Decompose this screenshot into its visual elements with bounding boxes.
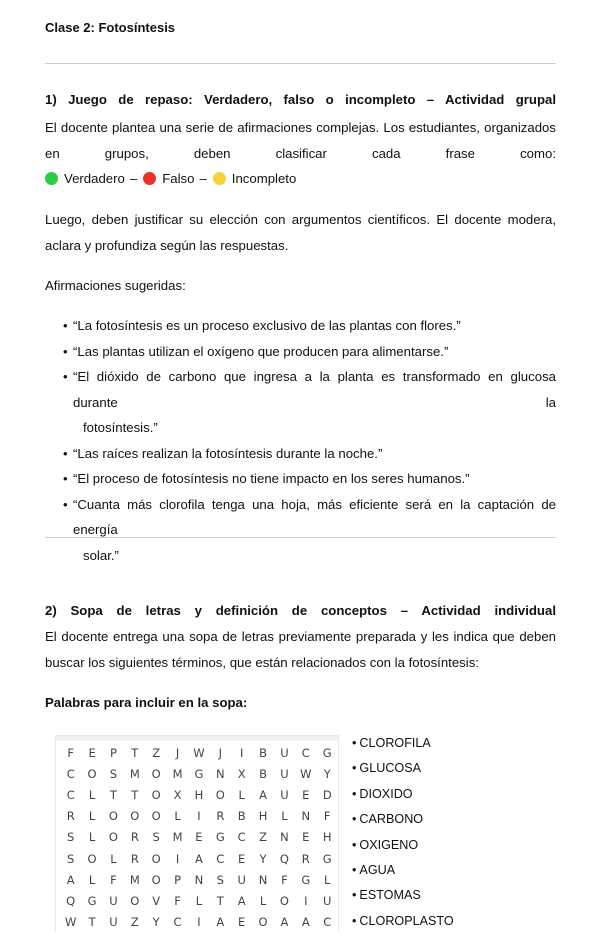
grid-letter: R [130, 851, 139, 866]
grid-letter: M [129, 766, 140, 781]
grid-row [60, 848, 338, 869]
list-item [352, 784, 454, 809]
bullet: • [352, 862, 357, 877]
grid-letter: O [258, 915, 268, 930]
grid-letter: U [237, 872, 246, 887]
divider [45, 63, 556, 64]
statement-text: “Las plantas utilizan el oxígeno que producen para alimentarse.” [73, 343, 449, 359]
grid-letter: M [129, 872, 140, 887]
grid-row [60, 827, 338, 848]
statement-text-cont: solar.” [83, 547, 119, 563]
statement-text: “Cuanta más clorofila tenga una hoja, más eficiente será en la captación de energía [73, 496, 556, 537]
grid-letter: T [88, 915, 96, 930]
grid-letter: C [66, 787, 75, 802]
grid-top-band [56, 736, 338, 741]
grid-row [60, 742, 338, 763]
bullet: • [352, 786, 357, 801]
bullet: • [63, 471, 68, 486]
grid-row [60, 869, 338, 890]
grid-letter: O [108, 809, 118, 824]
word-item: GLUCOSA [359, 761, 422, 776]
grid-letter: A [280, 915, 289, 930]
grid-letter: E [302, 830, 310, 845]
word-item: ESTOMAS [359, 888, 421, 903]
grid-letter: D [322, 787, 332, 802]
grid-letter: O [215, 787, 225, 802]
word-search-grid [55, 735, 339, 932]
grid-letter: O [151, 787, 161, 802]
statement-text: “Las raíces realizan la fotosíntesis durante la noche.” [73, 445, 383, 461]
grid-letter: W [300, 766, 312, 781]
grid-letter: Y [152, 915, 160, 930]
grid-letter: S [216, 872, 224, 887]
legend-separator: – [129, 170, 138, 186]
yellow-dot-icon [213, 172, 226, 185]
grid-letter: O [108, 830, 118, 845]
grid-letter: A [237, 893, 246, 908]
list-item [63, 339, 556, 365]
grid-letter: N [194, 872, 204, 887]
grid-letter: L [238, 787, 245, 802]
grid-letter: U [323, 893, 332, 908]
grid-letter: L [88, 830, 96, 845]
grid-letter: O [151, 851, 161, 866]
grid-letter: L [88, 809, 96, 824]
grid-letter: T [131, 745, 139, 760]
grid-letter: Q [66, 893, 76, 908]
list-item [352, 885, 454, 910]
grid-letter: C [66, 766, 75, 781]
list-item [63, 441, 556, 467]
grid-row [60, 763, 338, 784]
section1-intro: El docente plantea una serie de afirmaciones complejas. Los estudiantes, organizados en grupos, deben clasificar cada frase como: [45, 120, 556, 161]
grid-letter: X [173, 787, 182, 802]
grid-letter: E [238, 915, 246, 930]
grid-letter: N [301, 809, 311, 824]
grid-letter: H [194, 787, 204, 802]
bullet: • [63, 318, 68, 333]
grid-letter: R [130, 830, 139, 845]
grid-letter: I [304, 893, 308, 908]
bullet: • [352, 736, 357, 750]
grid-letter: I [239, 745, 244, 760]
grid-letter: C [323, 915, 332, 930]
grid-letter: C [301, 745, 310, 760]
bullet: • [352, 913, 357, 928]
grid-letter: G [301, 872, 311, 887]
grid-letter: T [131, 787, 139, 802]
grid-letter: M [172, 830, 183, 845]
grid-letter: L [195, 893, 203, 908]
word-item: CLOROPLASTO [359, 913, 454, 928]
grid-letter: A [195, 851, 203, 866]
grid-letter: O [87, 851, 97, 866]
list-item [352, 860, 454, 885]
page-title: Clase 2: Fotosíntesis [45, 20, 176, 35]
list-item [352, 911, 454, 936]
grid-letter: L [174, 809, 181, 824]
grid-letter: L [110, 851, 117, 866]
grid-letter: J [175, 745, 180, 760]
grid-letter: F [281, 872, 288, 887]
statement-text: “La fotosíntesis es un proceso exclusivo de las plantas con flores.” [73, 318, 461, 333]
legend-true-label: Verdadero [64, 170, 125, 186]
grid-letter: O [279, 893, 289, 908]
bullet: • [352, 837, 357, 852]
grid-letter: O [130, 893, 140, 908]
statements-list [63, 313, 556, 568]
statement-text-cont: fotosíntesis.” [83, 420, 158, 435]
grid-letter: F [67, 745, 75, 760]
grid-letter: U [280, 766, 289, 781]
bullet: • [63, 369, 68, 384]
bullet: • [352, 888, 357, 903]
bullet: • [352, 761, 357, 776]
grid-row [60, 784, 338, 805]
grid-letter: C [216, 851, 225, 866]
grid-letter: I [197, 915, 201, 930]
grid-letter: Q [279, 851, 289, 866]
grid-letter: G [322, 851, 332, 866]
bullet: • [63, 496, 68, 512]
section1-after: Luego, deben justificar su elección con argumentos científicos. El docente modera, aclara y profundiza según las respuestas. [45, 212, 556, 253]
grid-letter: L [281, 809, 288, 824]
grid-letter: R [216, 809, 225, 824]
bullet: • [63, 343, 68, 359]
grid-letter: P [174, 872, 182, 887]
grid-letter: H [258, 809, 268, 824]
grid-letter: H [322, 830, 332, 845]
grid-letter: T [109, 787, 117, 802]
grid-letter: Y [323, 766, 331, 781]
grid-letter: G [322, 745, 332, 760]
grid-letter: W [193, 745, 205, 760]
classification-legend [45, 168, 301, 188]
grid-letter: J [218, 745, 223, 760]
grid-letter: Z [259, 830, 267, 845]
grid-letter: U [280, 745, 289, 760]
grid-letter: S [67, 851, 75, 866]
grid-letter: W [65, 915, 77, 930]
statements-label: Afirmaciones sugeridas: [45, 278, 186, 293]
word-list [352, 733, 454, 936]
grid-letter: I [197, 809, 201, 824]
legend-separator: – [199, 170, 207, 186]
grid-letter: A [66, 872, 75, 887]
bullet: • [352, 812, 357, 827]
list-item [63, 466, 556, 492]
legend-incomplete-label: Incompleto [231, 170, 297, 186]
section2-heading: 2) Sopa de letras y definición de conceptos – Actividad individual [45, 603, 556, 618]
grid-letter: Z [152, 745, 161, 760]
grid-letter: U [109, 893, 118, 908]
grid-letter: G [194, 766, 204, 781]
grid-letter: A [301, 915, 310, 930]
grid-letter: U [280, 787, 289, 802]
legend-false-label: Falso [162, 170, 195, 186]
grid-letter: E [302, 787, 310, 802]
grid-row [60, 806, 338, 827]
grid-letter: N [258, 872, 268, 887]
grid-letter: Z [130, 915, 139, 930]
grid-letter: S [67, 830, 75, 845]
red-dot-icon [143, 172, 156, 185]
grid-letter: C [237, 830, 246, 845]
grid-letter: F [174, 893, 181, 908]
grid-letter: E [88, 745, 96, 760]
grid-letter: F [323, 809, 331, 824]
grid-letter: E [238, 851, 246, 866]
grid-letter: L [88, 872, 96, 887]
word-search-table [60, 742, 338, 932]
grid-letter: O [130, 809, 140, 824]
grid-letter: O [151, 766, 161, 781]
grid-letter: I [175, 851, 180, 866]
grid-letter: P [109, 745, 117, 760]
grid-letter: U [109, 915, 118, 930]
grid-letter: L [88, 787, 96, 802]
grid-row [60, 912, 338, 933]
list-item [352, 733, 454, 758]
grid-letter: B [237, 809, 246, 824]
word-item: AGUA [359, 862, 396, 877]
grid-letter: E [195, 830, 203, 845]
grid-letter: L [324, 872, 331, 887]
grid-letter: N [280, 830, 289, 845]
grid-letter: F [110, 872, 117, 887]
grid-letter: R [66, 809, 75, 824]
grid-letter: A [216, 915, 225, 930]
list-item [352, 758, 454, 783]
list-item [352, 835, 454, 860]
grid-letter: S [152, 830, 160, 845]
grid-letter: O [151, 809, 161, 824]
words-label: Palabras para incluir en la sopa: [45, 695, 248, 710]
grid-letter: R [301, 851, 310, 866]
grid-letter: Y [259, 851, 267, 866]
word-item: DIOXIDO [359, 786, 413, 801]
grid-letter: O [87, 766, 97, 781]
section1-heading: 1) Juego de repaso: Verdadero, falso o incompleto – Actividad grupal [45, 92, 556, 107]
divider [45, 537, 556, 538]
grid-row [60, 890, 338, 911]
grid-letter: N [216, 766, 225, 781]
bullet: • [63, 445, 68, 461]
statement-text: “El dióxido de carbono que ingresa a la planta es transformado en glucosa durante la [73, 369, 556, 410]
grid-letter: L [259, 893, 267, 908]
grid-letter: B [259, 766, 267, 781]
grid-letter: B [259, 745, 267, 760]
grid-letter: G [87, 893, 97, 908]
grid-letter: S [109, 766, 118, 781]
grid-letter: M [172, 766, 183, 781]
list-item [63, 364, 556, 441]
grid-letter: X [237, 766, 246, 781]
grid-letter: G [215, 830, 225, 845]
green-dot-icon [45, 172, 58, 185]
list-item [352, 809, 454, 834]
word-item: CARBONO [359, 812, 424, 827]
word-item: CLOROFILA [359, 736, 431, 750]
grid-letter: A [259, 787, 267, 802]
statement-text: “El proceso de fotosíntesis no tiene impacto en los seres humanos.” [73, 471, 470, 486]
section2-intro: El docente entrega una sopa de letras previamente preparada y les indica que deben buscar los siguientes términos, que están relacionados con la fotosíntesis: [45, 629, 556, 670]
grid-letter: T [216, 893, 224, 908]
word-item: OXIGENO [359, 837, 419, 852]
grid-letter: C [173, 915, 182, 930]
grid-letter: O [151, 872, 161, 887]
grid-letter: V [152, 893, 161, 908]
list-item [63, 492, 556, 569]
list-item [63, 313, 556, 339]
